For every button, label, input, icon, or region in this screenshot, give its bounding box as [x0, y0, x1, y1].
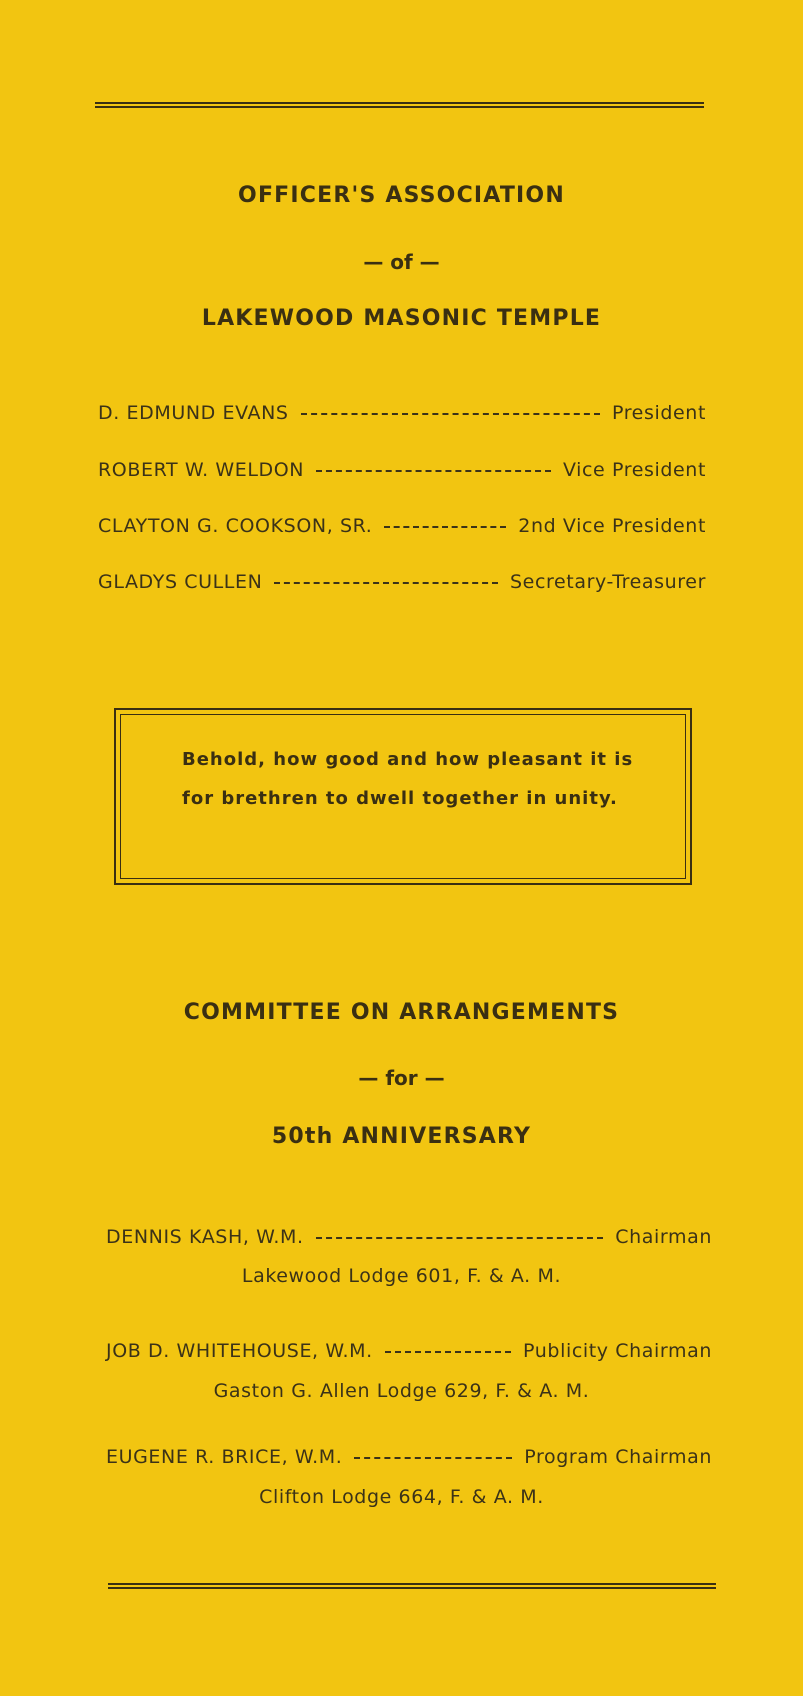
- committee-title: COMMITTEE ON ARRANGEMENTS: [183, 1000, 620, 1025]
- association-subtitle: LAKEWOOD MASONIC TEMPLE: [201, 306, 602, 331]
- top-double-rule: [95, 102, 704, 108]
- officer-role: Secretary-Treasurer: [510, 571, 706, 593]
- member-role: Chairman: [615, 1226, 712, 1248]
- member-lodge: Clifton Lodge 664, F. & A. M.: [259, 1486, 544, 1508]
- leader-dashes: [385, 1351, 511, 1353]
- member-name: EUGENE R. BRICE, W.M.: [106, 1446, 343, 1468]
- member-role: Publicity Chairman: [523, 1340, 712, 1362]
- committee-connector: — for —: [358, 1066, 445, 1090]
- quote-frame: [114, 708, 692, 885]
- quote-text: Behold, how good and how pleasant it is for brethren to dwell together in unity.: [182, 749, 634, 809]
- officer-name: ROBERT W. WELDON: [98, 459, 305, 481]
- member-lodge: Lakewood Lodge 601, F. & A. M.: [241, 1265, 562, 1287]
- officer-role: President: [611, 402, 706, 424]
- officer-row: [98, 515, 706, 537]
- leader-dashes: [384, 526, 506, 528]
- officer-role: 2nd Vice President: [518, 515, 706, 537]
- member-name: DENNIS KASH, W.M.: [106, 1226, 304, 1248]
- member-row: [106, 1226, 712, 1248]
- member-role: Program Chairman: [524, 1446, 712, 1468]
- officer-row: [98, 459, 706, 481]
- leader-dashes: [274, 582, 498, 584]
- association-title: OFFICER'S ASSOCIATION: [238, 183, 565, 208]
- officer-name: CLAYTON G. COOKSON, SR.: [98, 515, 373, 537]
- member-row: [106, 1340, 712, 1362]
- officer-role: Vice President: [562, 459, 706, 481]
- member-lodge: Gaston G. Allen Lodge 629, F. & A. M.: [213, 1380, 590, 1402]
- officer-row: [98, 571, 706, 593]
- association-connector: — of —: [363, 250, 440, 274]
- officer-name: D. EDMUND EVANS: [98, 402, 289, 424]
- officer-row: [98, 402, 706, 424]
- leader-dashes: [301, 413, 600, 415]
- leader-dashes: [316, 1237, 604, 1239]
- bottom-double-rule: [108, 1583, 716, 1589]
- member-row: [106, 1446, 712, 1468]
- committee-subtitle: 50th ANNIVERSARY: [271, 1124, 532, 1149]
- member-name: JOB D. WHITEHOUSE, W.M.: [106, 1340, 373, 1362]
- leader-dashes: [354, 1457, 512, 1459]
- officer-name: GLADYS CULLEN: [98, 571, 263, 593]
- leader-dashes: [316, 470, 551, 472]
